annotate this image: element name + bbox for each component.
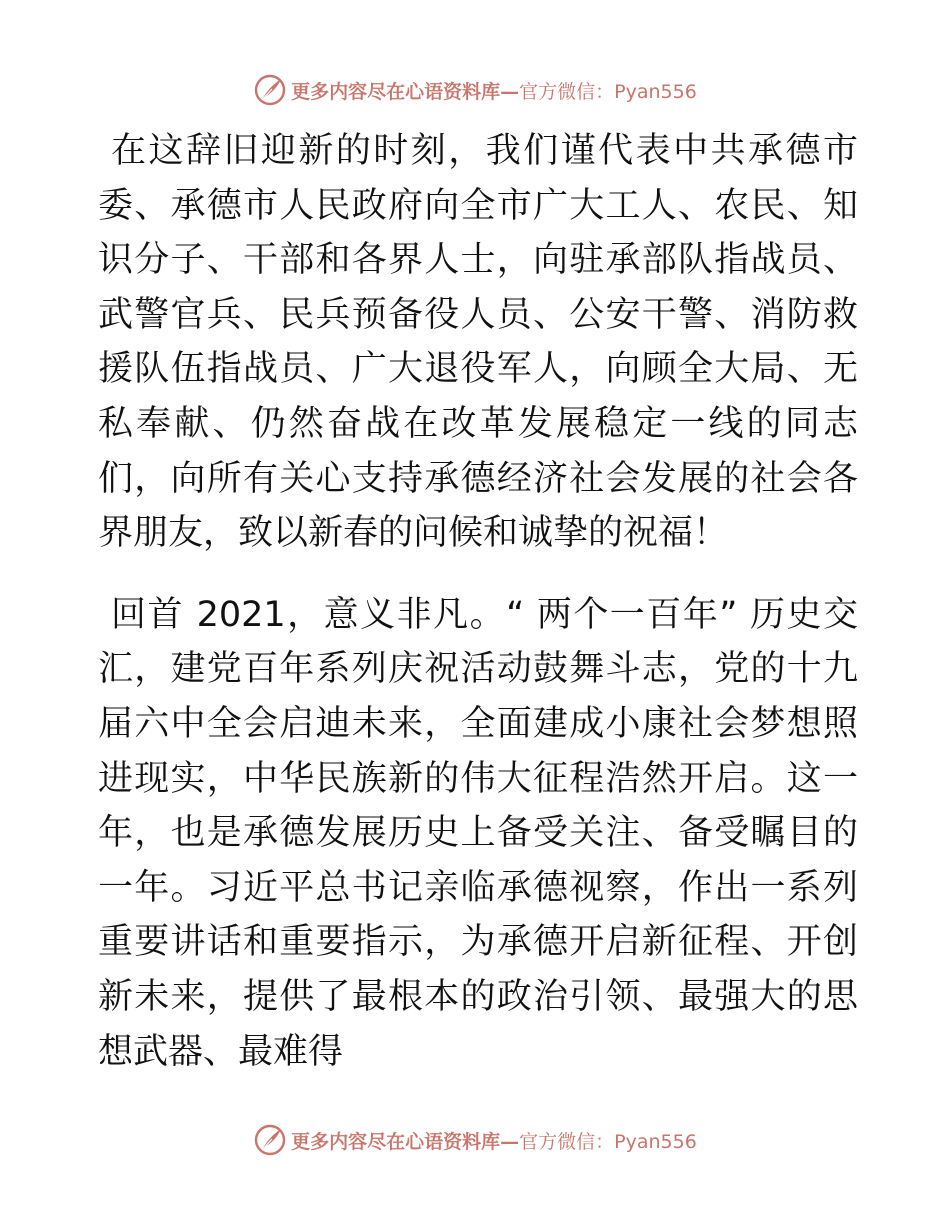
watermark-brand-text: 更多内容尽在心语资料库— bbox=[291, 80, 520, 103]
header-watermark bbox=[0, 70, 950, 110]
watermark-brand-text: 更多内容尽在心语资料库— bbox=[291, 1130, 520, 1153]
watermark-contact-text: 官方微信：Pyan556 bbox=[519, 80, 697, 103]
watermark-contact-text: 官方微信：Pyan556 bbox=[519, 1130, 697, 1153]
feather-pen-logo-icon bbox=[253, 1123, 287, 1157]
footer-watermark bbox=[0, 1120, 950, 1160]
document-body bbox=[98, 124, 858, 1079]
paragraph-review-2021: 回首 2021，意义非凡。“ 两个一百年” 历史交汇，建党百年系列庆祝活动鼓舞斗志，党的十九届六中全会启迪未来，全面建成小康社会梦想照进现实，中华民族新的伟大征程浩然开启。这一年，也是承德发展历史上备受关注、备受瞩目的一年。习近平总书记亲临承德视察，作出一系列重要讲话和重要指示，为承德开启新征程、开创新未来，提供了最根本的政治引领、最强大的思想武器、最难得 bbox=[98, 594, 858, 1072]
feather-pen-logo-icon bbox=[253, 73, 287, 107]
paragraph-greeting: 在这辞旧迎新的时刻，我们谨代表中共承德市委、承德市人民政府向全市广大工人、农民、知识分子、干部和各界人士，向驻承部队指战员、武警官兵、民兵预备役人员、公安干警、消防救援队伍指战员、广大退役军人，向顾全大局、无私奉献、仍然奋战在改革发展稳定一线的同志们，向所有关心支持承德经济社会发展的社会各界朋友，致以新春的问候和诚挚的祝福！ bbox=[98, 131, 858, 554]
